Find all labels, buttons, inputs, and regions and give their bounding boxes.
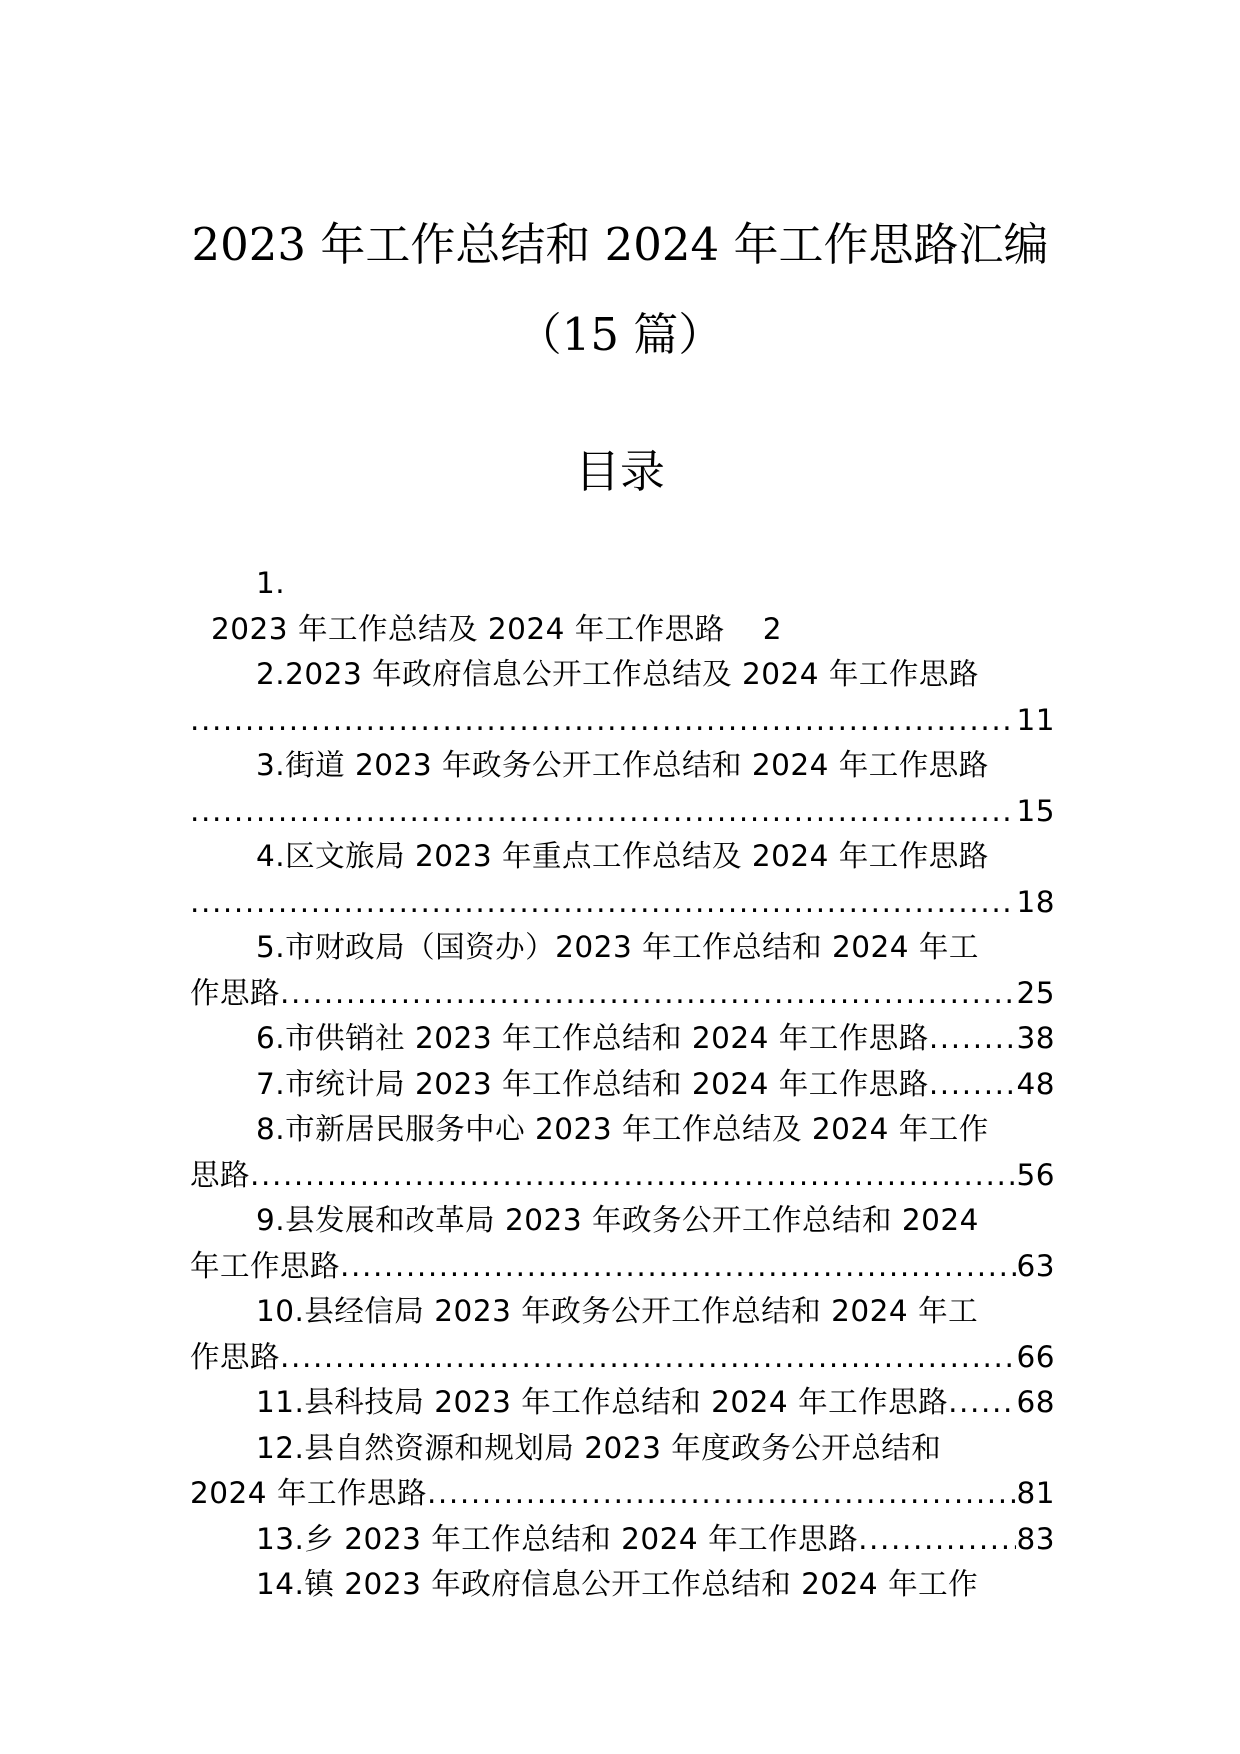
dot-leader xyxy=(340,1244,1016,1290)
dot-leader xyxy=(280,971,1016,1017)
toc-entry-12-page: 81 xyxy=(1016,1476,1055,1510)
toc-entry-8-continued[interactable] xyxy=(190,1153,1055,1199)
toc-entry-13-title: 13.乡 2023 年工作总结和 2024 年工作思路 xyxy=(256,1521,859,1556)
toc-entry-9-title[interactable]: 9.县发展和改革局 2023 年政务公开工作总结和 2024 xyxy=(256,1203,979,1237)
toc-entry-1-title: 2023 年工作总结及 2024 年工作思路 xyxy=(211,611,725,646)
toc-entry-5-title-cont: 作思路 xyxy=(190,975,281,1010)
dot-leader xyxy=(250,1153,1016,1199)
toc-entry-2-page: 11 xyxy=(1016,702,1055,737)
toc-entry-3-page: 15 xyxy=(1016,793,1055,828)
dot-leader xyxy=(858,1517,1016,1563)
toc-entry-7-page: 48 xyxy=(1016,1066,1055,1101)
toc-entry-6[interactable] xyxy=(190,1016,1055,1062)
toc-entry-6-title: 6.市供销社 2023 年工作总结和 2024 年工作思路 xyxy=(256,1021,929,1055)
document-subtitle: （15 篇） xyxy=(516,308,724,361)
toc-entry-3-title[interactable]: 3.街道 2023 年政务公开工作总结和 2024 年工作思路 xyxy=(256,748,989,782)
toc-entry-7-title: 7.市统计局 2023 年工作总结和 2024 年工作思路 xyxy=(256,1066,929,1101)
dot-leader xyxy=(280,1335,1016,1381)
toc-entry-4-title[interactable]: 4.区文旅局 2023 年重点工作总结及 2024 年工作思路 xyxy=(256,839,989,873)
document-title: 2023 年工作总结和 2024 年工作思路汇编 xyxy=(191,218,1049,271)
toc-entry-3-leader[interactable] xyxy=(190,789,1055,835)
toc-entry-6-page: 38 xyxy=(1016,1021,1055,1055)
toc-entry-13[interactable] xyxy=(190,1517,1055,1563)
toc-entry-1[interactable] xyxy=(190,607,1055,653)
toc-entry-4-page: 18 xyxy=(1016,884,1055,919)
toc-entry-14-title[interactable]: 14.镇 2023 年政府信息公开工作总结和 2024 年工作 xyxy=(256,1567,979,1601)
toc-entry-5-continued[interactable] xyxy=(190,971,1055,1017)
toc-entry-11[interactable] xyxy=(190,1380,1055,1426)
toc-entry-9-page: 63 xyxy=(1016,1248,1055,1283)
toc-entry-9-title-cont: 年工作思路 xyxy=(190,1248,341,1283)
toc-entry-4-leader[interactable] xyxy=(190,880,1055,926)
toc-entry-10-continued[interactable] xyxy=(190,1335,1055,1381)
toc-entry-12-title-cont: 2024 年工作思路 xyxy=(190,1476,427,1510)
toc-entry-11-title: 11.县科技局 2023 年工作总结和 2024 年工作思路 xyxy=(256,1385,949,1419)
toc-entry-11-page: 68 xyxy=(1016,1385,1055,1419)
toc-entry-10-page: 66 xyxy=(1016,1339,1055,1374)
table-of-contents xyxy=(190,561,1055,1608)
toc-entry-13-page: 83 xyxy=(1016,1521,1055,1556)
dot-leader xyxy=(929,1062,1017,1108)
toc-entry-1-number[interactable]: 1. xyxy=(256,566,286,600)
toc-entry-12-title[interactable]: 12.县自然资源和规划局 2023 年度政务公开总结和 xyxy=(256,1430,942,1465)
toc-entry-8-page: 56 xyxy=(1016,1157,1055,1192)
toc-entry-7[interactable] xyxy=(190,1062,1055,1108)
dot-leader xyxy=(190,789,1016,835)
dot-leader xyxy=(427,1471,1017,1517)
toc-entry-5-page: 25 xyxy=(1016,975,1055,1010)
toc-entry-1-page: 2 xyxy=(762,611,783,646)
toc-entry-2-leader[interactable] xyxy=(190,698,1055,744)
toc-entry-8-title-cont: 思路 xyxy=(190,1157,251,1192)
dot-leader xyxy=(948,1380,1016,1426)
toc-heading: 目录 xyxy=(574,445,665,498)
dot-leader xyxy=(190,698,1016,744)
toc-entry-10-title[interactable]: 10.县经信局 2023 年政务公开工作总结和 2024 年工 xyxy=(256,1294,979,1328)
toc-entry-10-title-cont: 作思路 xyxy=(190,1339,281,1374)
toc-entry-12-continued[interactable] xyxy=(190,1471,1055,1517)
toc-entry-9-continued[interactable] xyxy=(190,1244,1055,1290)
dot-leader xyxy=(929,1016,1017,1062)
toc-entry-5-title[interactable]: 5.市财政局（国资办）2023 年工作总结和 2024 年工 xyxy=(256,930,979,964)
toc-entry-8-title[interactable]: 8.市新居民服务中心 2023 年工作总结及 2024 年工作 xyxy=(256,1112,989,1146)
dot-leader xyxy=(190,880,1016,926)
toc-entry-2-title[interactable]: 2.2023 年政府信息公开工作总结及 2024 年工作思路 xyxy=(256,657,979,691)
